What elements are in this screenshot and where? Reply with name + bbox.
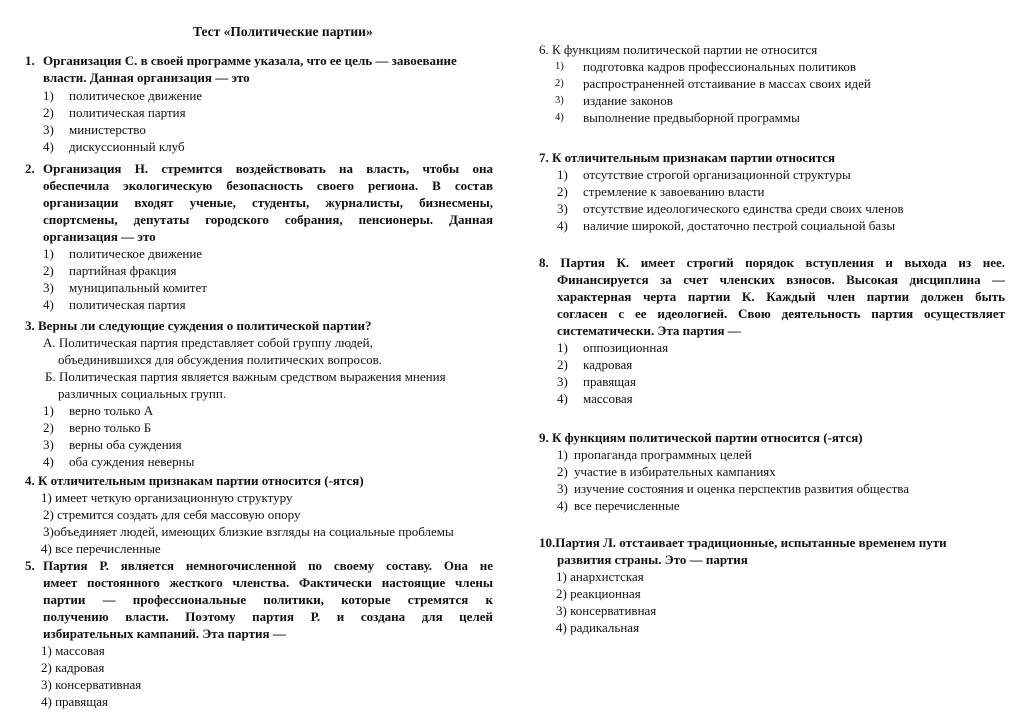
page-title: Тест «Политические партии» [193,24,373,39]
answer-option: 3) консервативная [556,603,657,618]
answer-option: 1) анархистская [556,569,644,584]
question-text-line: систематически. Эта партия — [557,323,741,338]
question-text-line: 10.Партия Л. отстаивает традиционные, испытанные временем пути [539,535,947,550]
answer-option: 2) стремится создать для себя массовую опору [43,507,301,522]
statement-a-cont: объединившихся для обсуждения политических вопросов. [58,352,382,367]
statement-a: А. Политическая партия представляет собой группу людей, [43,335,373,350]
question-text-line: характерная черта партии К. Каждый член партии должен быть [557,289,1005,304]
question-text-line: Финансируется за счет членских взносов. Высокая дисциплина — [557,272,1005,287]
question-text-line: власти. Данная организация — это [43,70,250,85]
answer-option: 4) радикальная [556,620,640,635]
question-number: 2. [25,161,35,176]
question-number: 1. [25,53,35,68]
question-text-line: спортсмены, депутаты городского собрания, пенсионеры. Данная [43,212,493,227]
answer-option: 4) все перечисленные [41,541,161,556]
question-text-line: организация — это [43,229,156,244]
question-number: 5. [25,558,35,573]
question-text-line: имеет постоянного жесткого членства. Фактически настоящие члены [43,575,493,590]
answer-option: 1) массовая [41,643,105,658]
answer-option: 2) реакционная [556,586,641,601]
question-text-line: Организация Н. стремится воздействовать на власть, чтобы она [43,161,493,176]
question-text-line: организации входят ученые, студенты, журналисты, бизнесмены, [43,195,493,210]
question-text-line: 9. К функциям политической партии относится (-ятся) [539,430,863,445]
statement-b-cont: различных социальных групп. [58,386,227,401]
question-text-line: 7. К отличительным признакам партии относится [539,150,836,165]
question-text-line: согласен с ее идеологией. Свою деятельность партия осуществляет [557,306,1005,321]
question-text-line: обеспечила экологическую безопасность своего региона. В состав [43,178,493,193]
question-text-line: 3. Верны ли следующие суждения о политической партии? [25,318,372,333]
answer-option: 2) кадровая [41,660,105,675]
question-text-line: получению власти. Поэтому партия Р. и создана для целей [43,609,493,624]
question-text-line: 6. К функциям политической партии не относится [539,42,818,57]
question-text-line: Партия Р. является немногочисленной по своему составу. Она не [43,558,493,573]
question-text-line: Организация С. в своей программе указала, что ее цель — завоевание [43,53,457,68]
question-text-line: избирательных кампаний. Эта партия — [43,626,286,641]
question-text-line: 8. Партия К. имеет строгий порядок вступления и выхода из нее. [539,255,1005,270]
question-text-line: партии — профессиональные политики, которые стремятся к [43,592,493,607]
answer-option: 3)объединяет людей, имеющих близкие взгляды на социальные проблемы [43,524,454,539]
question-text-line: развития страны. Это — партия [557,552,748,567]
question-text-line: 4. К отличительным признакам партии относится (-ятся) [25,473,364,488]
statement-b: Б. Политическая партия является важным средством выражения мнения [45,369,446,384]
answer-option: 4) правящая [41,694,109,709]
answer-option: 3) консервативная [41,677,142,692]
answer-option: 1) имеет четкую организационную структуру [41,490,293,505]
